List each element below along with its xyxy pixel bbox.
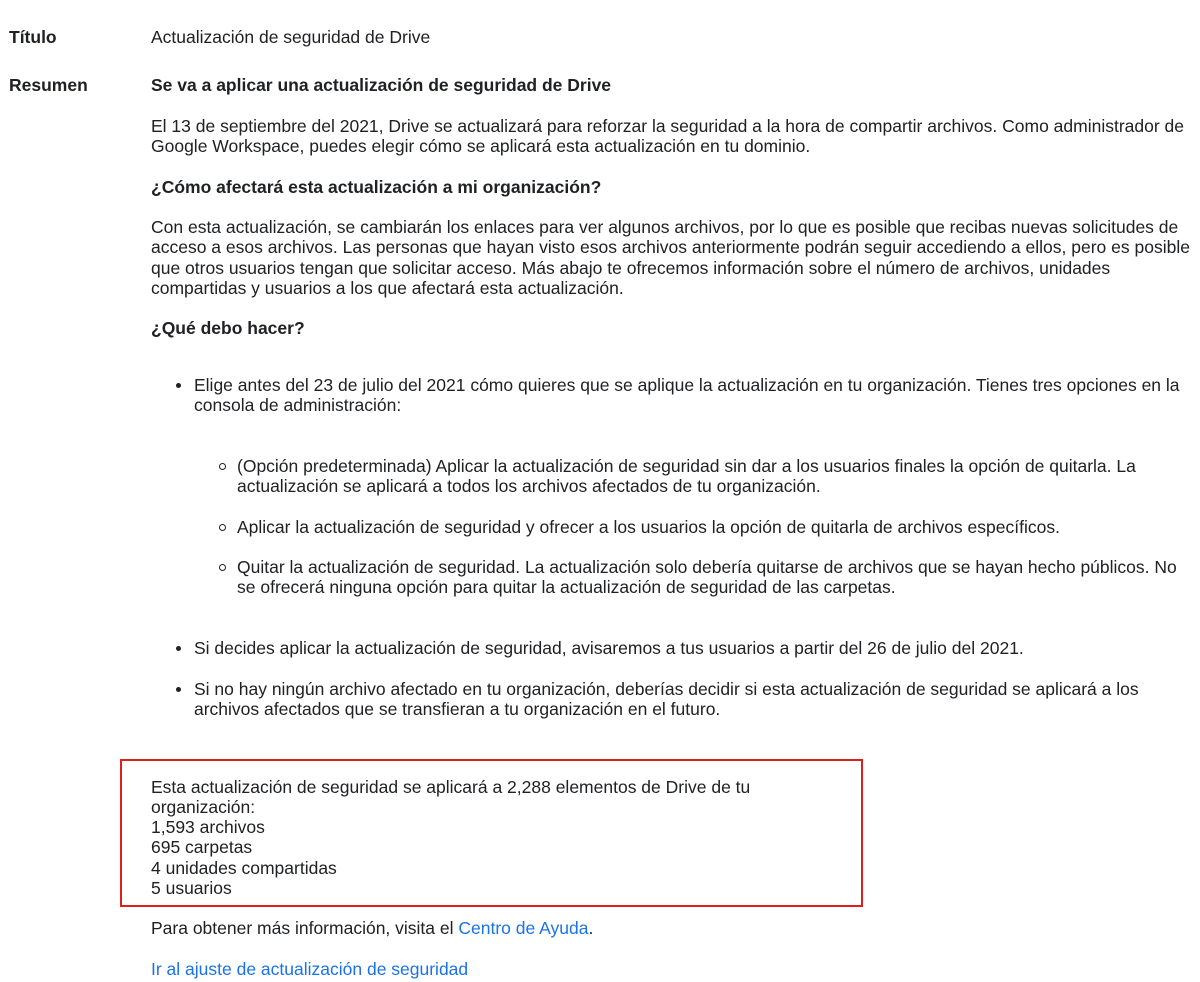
bullet-dot-icon	[176, 646, 181, 651]
affected-item-folders: 695 carpetas	[151, 837, 253, 858]
bullet-circle-icon	[219, 524, 226, 531]
option-item	[237, 557, 1187, 598]
help-line	[151, 918, 593, 938]
list-item-text: Si decides aplicar la actualización de seguridad, avisaremos a tus usuarios a partir del 26 de julio del 2021.	[194, 638, 1024, 658]
help-center-link[interactable]: Centro de Ayuda	[458, 918, 589, 938]
list-item	[194, 375, 1194, 416]
list-item	[194, 638, 1194, 658]
list-item-text: Si no hay ningún archivo afectado en tu organización, deberías decidir si esta actualización de seguridad se aplicará a los archivos afectados que se transfieran a tu organización en el futuro.	[194, 679, 1139, 720]
bullet-circle-icon	[219, 463, 226, 470]
option-item-text: Quitar la actualización de seguridad. La actualización solo debería quitarse de archivos que se hayan hecho públicos. No se ofrecerá ninguna opción para quitar la actualización de seguridad de las carpetas.	[237, 557, 1177, 598]
affected-item-shared-drives: 4 unidades compartidas	[151, 857, 337, 878]
option-item	[237, 517, 1187, 537]
option-item-text: (Opción predeterminada) Aplicar la actualización de seguridad sin dar a los usuarios finales la opción de quitarla. La actualización se aplicará a todos los archivos afectados de tu organización.	[237, 456, 1136, 497]
title-value: Actualización de seguridad de Drive	[151, 27, 431, 47]
question-what-to-do: ¿Qué debo hacer?	[151, 318, 305, 338]
affected-items-list	[151, 817, 851, 898]
answer-impact: Con esta actualización, se cambiarán los enlaces para ver algunos archivos, por lo que es posible que recibas nuevas solicitudes de acceso a esos archivos. Las personas que hayan visto esos archivos anteriormente podrán seguir accediendo a ellos, pero es posible que otros usuarios tengan que solicitar acceso. Más abajo te ofrecemos información sobre el número de archivos, unidades compartidas y usuarios a los que afectará esta actualización.	[151, 217, 1190, 298]
help-suffix: .	[588, 918, 594, 938]
summary-intro: El 13 de septiembre del 2021, Drive se actualizará para reforzar la seguridad a la hora de compartir archivos. Como administrador de Google Workspace, puedes elegir cómo se aplicará esta actualización en tu dominio.	[151, 116, 1185, 157]
list-item	[194, 679, 1194, 720]
list-item-text: Elige antes del 23 de julio del 2021 cómo quieres que se aplique la actualización en tu organización. Tienes tres opciones en la consola de administración:	[194, 375, 1180, 416]
help-prefix: Para obtener más información, visita el	[151, 918, 459, 938]
title-label: Título	[9, 27, 57, 47]
option-item-text: Aplicar la actualización de seguridad y ofrecer a los usuarios la opción de quitarla de archivos específicos.	[237, 517, 1060, 537]
summary-label: Resumen	[9, 75, 88, 95]
affected-items-statement: Esta actualización de seguridad se aplicará a 2,288 elementos de Drive de tu organización:	[151, 777, 751, 818]
summary-heading: Se va a aplicar una actualización de seguridad de Drive	[151, 75, 612, 95]
question-impact: ¿Cómo afectará esta actualización a mi organización?	[151, 177, 602, 197]
option-item	[237, 456, 1187, 497]
bullet-dot-icon	[176, 687, 181, 692]
affected-item-users: 5 usuarios	[151, 877, 232, 898]
security-update-settings-link[interactable]: Ir al ajuste de actualización de seguridad	[151, 959, 469, 979]
affected-item-files: 1,593 archivos	[151, 817, 265, 837]
bullet-circle-icon	[219, 564, 226, 571]
bullet-dot-icon	[176, 383, 181, 388]
